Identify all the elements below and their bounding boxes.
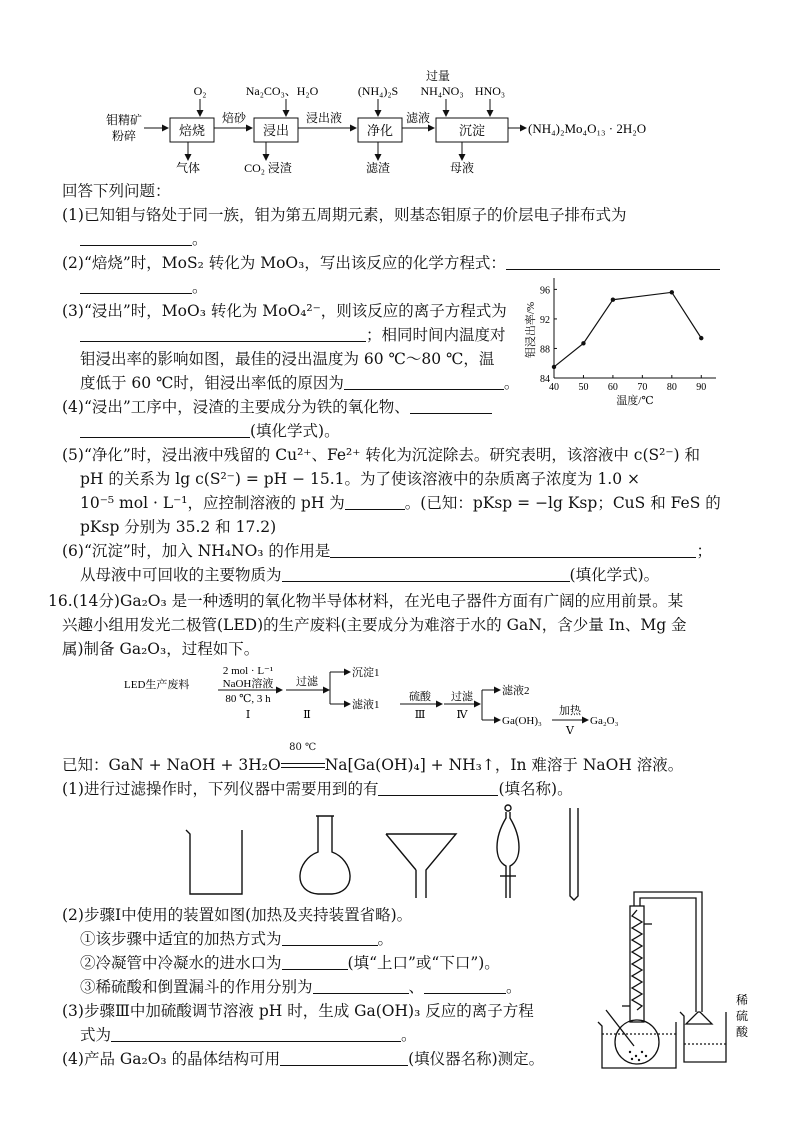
q15-p6a: (6)“沉淀”时，加入 NH₄NO₃ 的作用是 ；: [62, 542, 712, 560]
filter-apparatus-row: [180, 802, 600, 902]
flow2-reagent1: 2 mol · L⁻¹: [222, 665, 274, 677]
flow2-step1: Ⅰ: [245, 709, 251, 721]
flow1-out-gas: 气体: [175, 161, 201, 175]
answer-blank[interactable]: [282, 954, 348, 970]
flowchart-ga2o3: [124, 664, 644, 748]
q15-p5c: 10⁻⁵ mol · L⁻¹，应控制溶液的 pH 为 。(已知：pKsp = −lg Ksp；CuS 和 FeS 的: [80, 494, 721, 512]
answer-blank[interactable]: [330, 542, 696, 558]
flow1-out-residue: 滤渣: [365, 161, 391, 175]
answer-blank[interactable]: [313, 978, 409, 994]
x-tick-label: 70: [637, 382, 648, 393]
q15-p3b: ；相同时间内温度对: [80, 324, 506, 346]
q16-p2b: ②冷凝管中冷凝水的进水口为 (填“上口”或“下口”)。: [80, 954, 500, 972]
q15-p2a: (2)“焙烧”时，MoS₂ 转化为 MoO₃，写出该反应的化学方程式：: [62, 252, 720, 274]
x-axis-label: 温度/℃: [616, 395, 654, 406]
flow1-box-precip-label: 沉淀: [458, 123, 486, 138]
flow1-box-leach-label: 浸出: [262, 123, 290, 138]
flow1-in-nh4no3: NH₄NO₃: [420, 84, 464, 98]
funnel-icon: [386, 834, 456, 898]
answer-blank[interactable]: [378, 780, 498, 796]
flow1-in-na2co3: Na₂CO₃、H₂O: [245, 84, 319, 98]
x-tick-label: 90: [696, 382, 707, 393]
data-point: [552, 365, 556, 369]
q15-p4a: (4)“浸出”工序中，浸渣的主要成分为铁的氧化物、: [62, 396, 492, 418]
q15-p3c: 钼浸出率的影响如图，最佳的浸出温度为 60 ℃～80 ℃，温: [80, 350, 495, 368]
flow2-ppt1: 沉淀1: [352, 667, 380, 679]
answer-blank[interactable]: [410, 398, 492, 414]
glass-rod-icon: [570, 808, 578, 900]
flow1-raw-2: 粉碎: [111, 129, 137, 143]
flow1-in-excess: 过量: [425, 69, 451, 83]
acid-label-3: 酸: [735, 1025, 749, 1039]
flow2-step2: Ⅱ: [303, 709, 311, 721]
separatory-funnel-icon: [497, 805, 519, 898]
q15-p2-line: 。: [80, 276, 208, 298]
flow2-step3: Ⅲ: [414, 709, 426, 721]
flow1-mid-calcine: 焙砂: [221, 111, 247, 125]
answer-blank[interactable]: [111, 1026, 401, 1042]
flowchart-molybdenum: [60, 66, 700, 176]
answer-blank[interactable]: [345, 494, 405, 510]
acid-label-2: 硫: [735, 1009, 749, 1023]
answer-blank[interactable]: [80, 278, 192, 294]
flow1-mid-leachate: 浸出液: [305, 111, 343, 125]
flow1-mid-filtrate: 滤液: [405, 111, 431, 125]
flow2-reagent2: NaOH溶液: [222, 678, 274, 690]
flow2-filtrate2: 滤液2: [502, 685, 530, 697]
leach-rate-chart: [520, 272, 726, 406]
q16-known: 已知：GaN + NaOH + 3H₂O 80 ℃ Na[Ga(OH)₄] + NH₃↑，In 难溶于 NaOH 溶液。: [62, 742, 684, 774]
volumetric-flask-icon: [300, 816, 350, 894]
answer-blank[interactable]: [80, 326, 366, 342]
q15-p5a: (5)“净化”时，浸出液中残留的 Cu²⁺、Fe²⁺ 转化为沉淀除去。研究表明，该溶液中 c(S²⁻) 和: [62, 446, 701, 464]
data-point: [670, 290, 674, 294]
q15-p1a: (1)已知钼与铬处于同一族，钼为第五周期元素，则基态钼原子的价层电子排布式为: [62, 206, 627, 224]
flow2-gaoh: Ga(OH)₃: [502, 715, 542, 727]
flow2-filter1: 过滤: [296, 676, 318, 688]
q16-l3: 属)制备 Ga₂O₃，过程如下。: [62, 640, 260, 658]
x-tick-label: 40: [549, 382, 559, 393]
q16-l2: 兴趣小组用发光二极管(LED)的生产废料(主要成分为难溶于水的 GaN，含少量 In、Mg 金: [62, 616, 687, 634]
q16-p2: (2)步骤Ⅰ中使用的装置如图(加热及夹持装置省略)。: [62, 906, 413, 924]
flow1-box-roast-label: 焙烧: [178, 123, 206, 138]
q15-p3a: (3)“浸出”时，MoO₃ 转化为 MoO₄²⁻，则该反应的离子方程式为: [62, 302, 507, 320]
answer-blank[interactable]: [424, 978, 506, 994]
q16-p1: (1)进行过滤操作时，下列仪器中需要用到的有 (填名称)。: [62, 780, 573, 798]
q15-p3d: 度低于 60 ℃时，钼浸出率低的原因为 。: [80, 374, 520, 392]
q15-p5b: pH 的关系为 lg c(S²⁻) = pH − 15.1。为了使该溶液中的杂质离子浓度为 1.0 ×: [80, 470, 641, 488]
data-point: [699, 336, 703, 340]
flow2-step4: Ⅳ: [456, 709, 468, 721]
flow1-in-o2: O₂: [193, 84, 207, 98]
flow1-in-hno3: HNO₃: [474, 84, 506, 98]
q15-p6c: 从母液中可回收的主要物质为 (填化学式)。: [80, 566, 660, 584]
known-condition: 80 ℃: [289, 742, 317, 753]
q16-p3b: 式为 。: [80, 1026, 417, 1044]
flow2-filter2: 过滤: [451, 691, 473, 703]
beaker-icon: [186, 830, 242, 894]
x-tick-label: 80: [666, 382, 677, 393]
acid-label-1: 稀: [735, 993, 749, 1007]
x-tick-label: 50: [578, 382, 589, 393]
q15-p5e: pKsp 分别为 35.2 和 17.2): [80, 518, 277, 536]
reflux-apparatus: [592, 884, 762, 1074]
flow1-out-co2: CO₂ 浸渣: [244, 161, 292, 175]
flow2-acid: 硫酸: [409, 691, 431, 703]
flow2-cond: 80 ℃, 3 h: [225, 693, 271, 705]
flow1-out-mother: 母液: [449, 161, 475, 175]
answer-blank[interactable]: [282, 930, 378, 946]
answer-blank[interactable]: [282, 566, 570, 582]
flow1-raw-1: 钼精矿: [105, 113, 143, 127]
flow1-box-purify-label: 净化: [366, 123, 394, 138]
flow2-filtrate1: 滤液1: [352, 699, 380, 711]
q15-intro: 回答下列问题：: [62, 182, 171, 200]
q16-p3a: (3)步骤Ⅲ中加硫酸调节溶液 pH 时，生成 Ga(OH)₃ 反应的离子方程: [62, 1002, 534, 1020]
answer-blank[interactable]: [280, 1050, 408, 1066]
y-tick-label: 88: [540, 344, 550, 356]
answer-blank[interactable]: [344, 374, 504, 390]
q16-l1: 16.(14分)Ga₂O₃ 是一种透明的氧化物半导体材料，在光电子器件方面有广阔的应用前景。某: [48, 592, 684, 610]
q16-p4: (4)产品 Ga₂O₃ 的晶体结构可用 (填仪器名称)测定。: [62, 1050, 545, 1068]
q15-p1-line: 。: [80, 228, 208, 250]
q16-p2c: ③稀硫酸和倒置漏斗的作用分别为 、 。: [80, 978, 522, 996]
flow2-heat: 加热: [559, 705, 581, 717]
y-tick-label: 96: [540, 285, 550, 297]
answer-blank[interactable]: [80, 422, 250, 438]
y-tick-label: 92: [540, 314, 550, 326]
flow1-product: (NH₄)₂Mo₄O₁₃ · 2H₂O: [528, 121, 647, 136]
q15-p4b: (填化学式)。: [80, 420, 340, 442]
x-tick-label: 60: [607, 382, 618, 393]
data-point: [581, 341, 585, 345]
flow2-product: Ga₂O₃: [590, 715, 619, 727]
answer-blank[interactable]: [506, 254, 720, 270]
flow1-in-nh4s: (NH₄)₂S: [357, 84, 399, 98]
data-point: [611, 298, 615, 302]
flow2-start: LED生产废料: [124, 679, 190, 691]
answer-blank[interactable]: [80, 230, 192, 246]
q16-p2a: ①该步骤中适宜的加热方式为 。: [80, 930, 394, 948]
flow2-step5: Ⅴ: [566, 725, 574, 737]
leach-rate-line: [554, 292, 701, 367]
y-tick-label: 84: [540, 374, 550, 385]
y-axis-label: 钼浸出率/%: [525, 301, 537, 359]
